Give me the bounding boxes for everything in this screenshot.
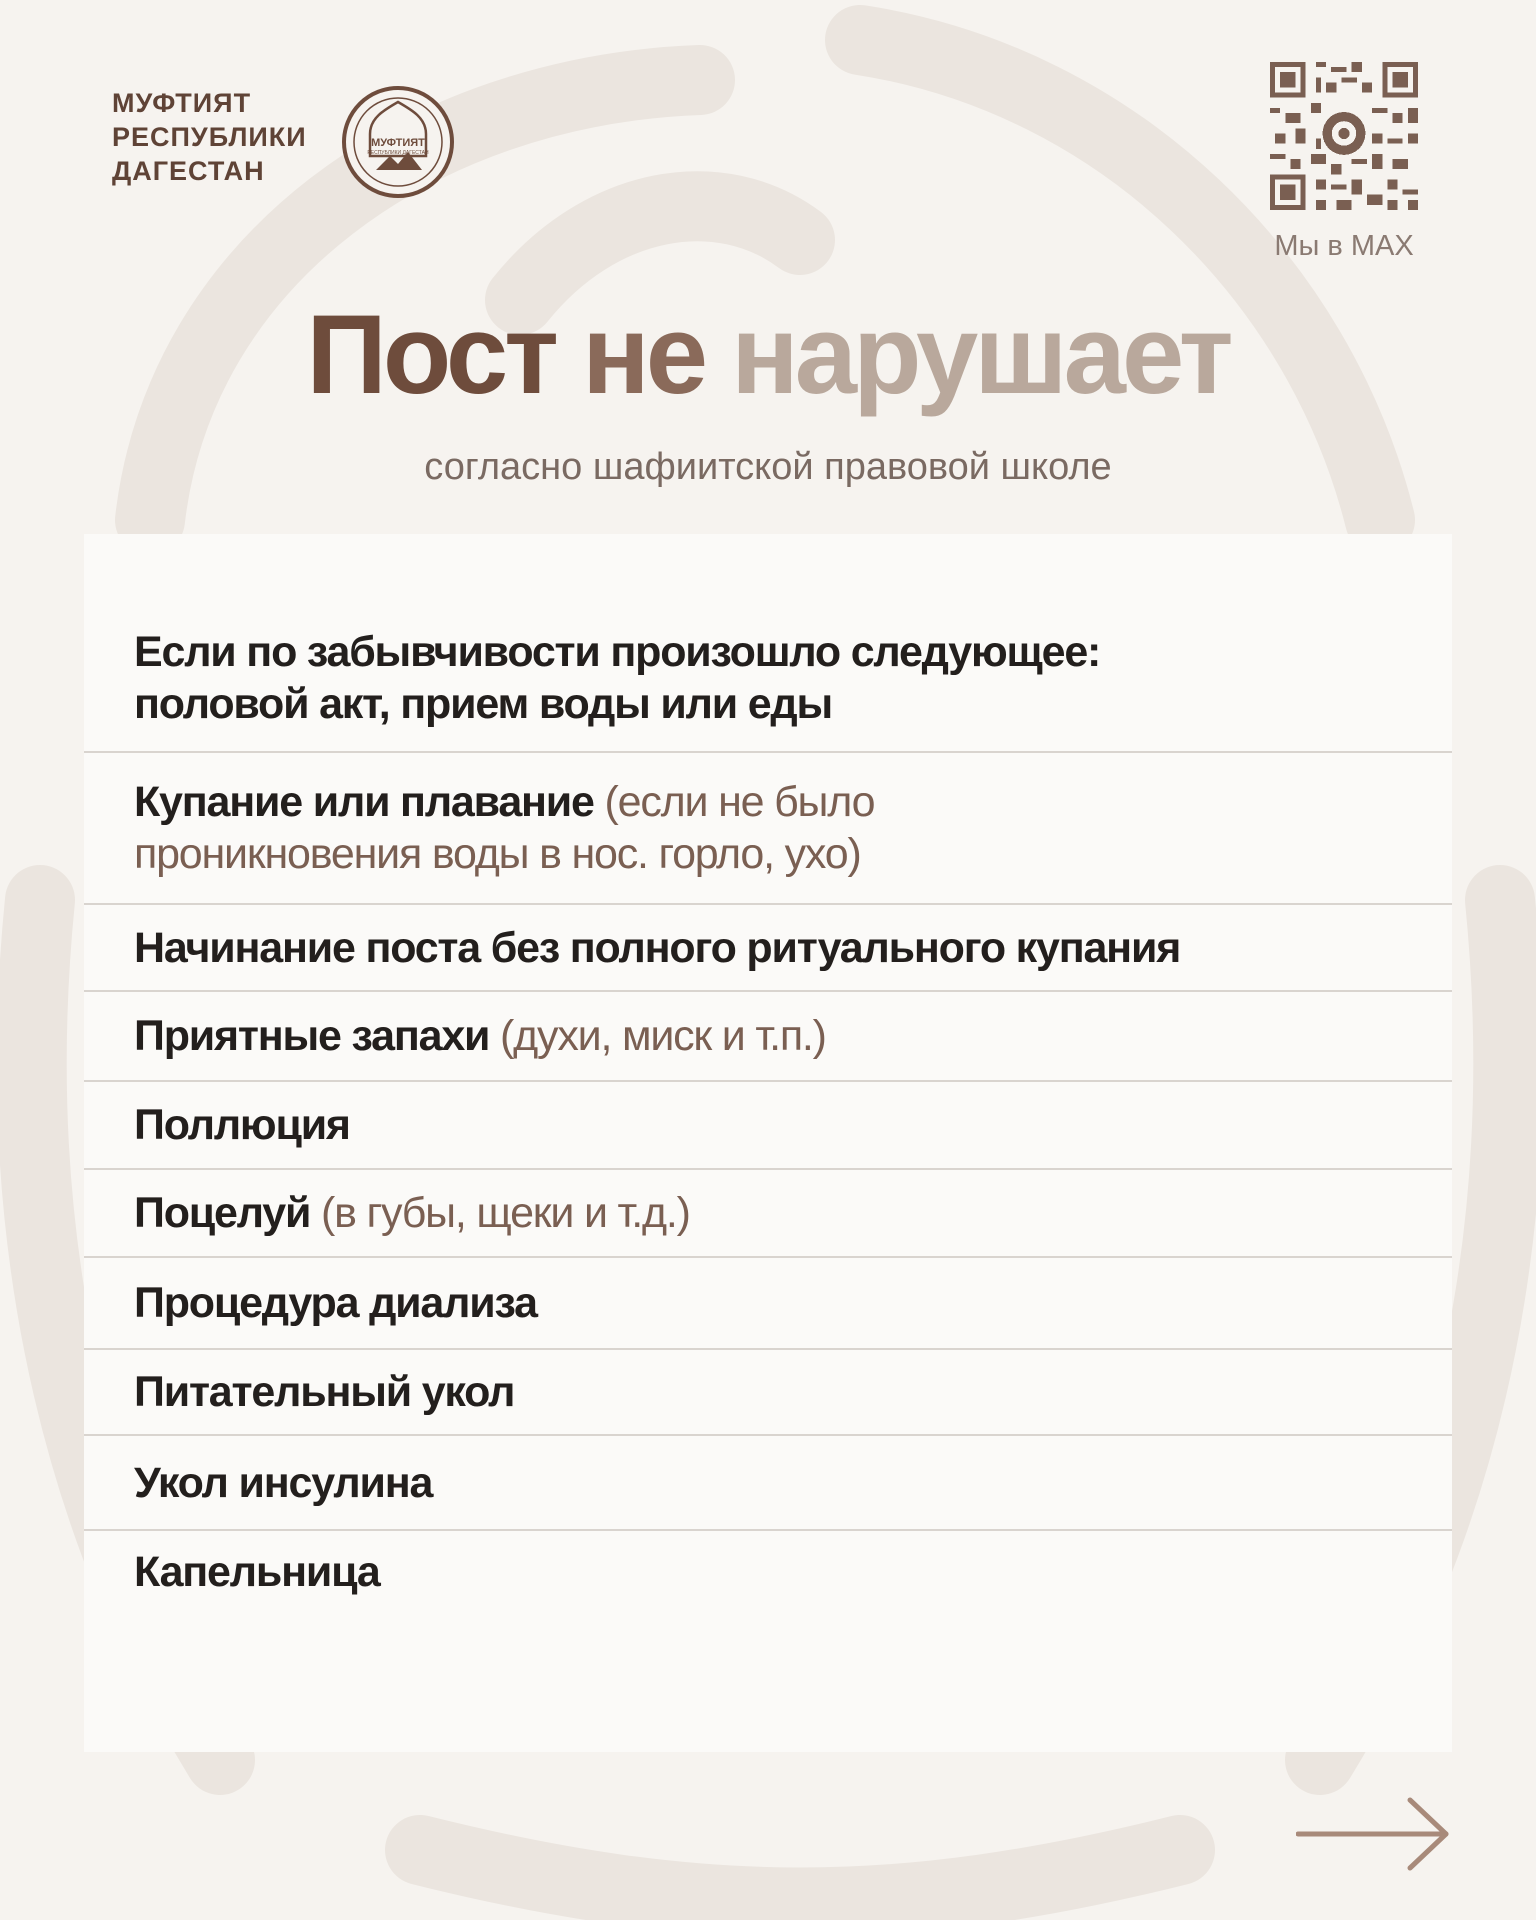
- item-main-text: Купание или плавание: [134, 778, 594, 826]
- list-item: [84, 753, 1452, 905]
- item-main-text: Поллюция: [134, 1101, 350, 1149]
- next-arrow-icon[interactable]: [1296, 1794, 1454, 1874]
- item-main-text: Процедура диализа: [134, 1279, 537, 1327]
- page-title: [0, 290, 1536, 419]
- qr-caption: Мы в MAX: [1274, 230, 1414, 262]
- item-note-text: (если не было проникновения воды в нос. горло, ухо): [134, 778, 875, 878]
- item-note-text: (духи, миск и т.п.): [500, 1012, 826, 1060]
- list-item: [84, 605, 1452, 753]
- list-item: [84, 1531, 1452, 1613]
- list-item: [84, 1170, 1452, 1258]
- muftiyat-seal-logo: [340, 84, 456, 200]
- seal-subtext: РЕСПУБЛИКИ ДАГЕСТАН: [367, 150, 429, 156]
- qr-code-icon[interactable]: [1270, 62, 1418, 210]
- seal-text: МУФТИЯТ: [371, 137, 425, 149]
- list-item: [84, 992, 1452, 1082]
- org-name-line-3: ДАГЕСТАН: [112, 156, 265, 186]
- item-main-text: Приятные запахи: [134, 1012, 490, 1060]
- list-item: [84, 1082, 1452, 1170]
- list-item: [84, 905, 1452, 992]
- item-main-text: Начинание поста без полного ритуального купания: [134, 923, 1181, 972]
- item-main-text: Питательный укол: [134, 1368, 515, 1416]
- title-part-3: нарушает: [731, 292, 1230, 417]
- items-list: [84, 605, 1452, 1613]
- item-main-text: Капельница: [134, 1548, 380, 1596]
- item-main-text: Укол инсулина: [134, 1458, 433, 1507]
- item-main-text: Поцелуй: [134, 1189, 311, 1237]
- list-item: [84, 1436, 1452, 1531]
- title-part-2: не: [582, 292, 705, 417]
- list-item: [84, 1350, 1452, 1436]
- item-note-text: (в губы, щеки и т.д.): [320, 1189, 690, 1237]
- title-part-1: Пост: [306, 292, 555, 417]
- page-subtitle: согласно шафиитской правовой школе: [424, 446, 1112, 488]
- org-name-line-1: МУФТИЯТ: [112, 88, 252, 118]
- list-item: [84, 1258, 1452, 1350]
- org-name: [112, 86, 307, 188]
- org-name-line-2: РЕСПУБЛИКИ: [112, 122, 307, 152]
- item-main-text: Если по забывчивости произошло следующее: половой акт, прием воды или еды: [134, 628, 1101, 728]
